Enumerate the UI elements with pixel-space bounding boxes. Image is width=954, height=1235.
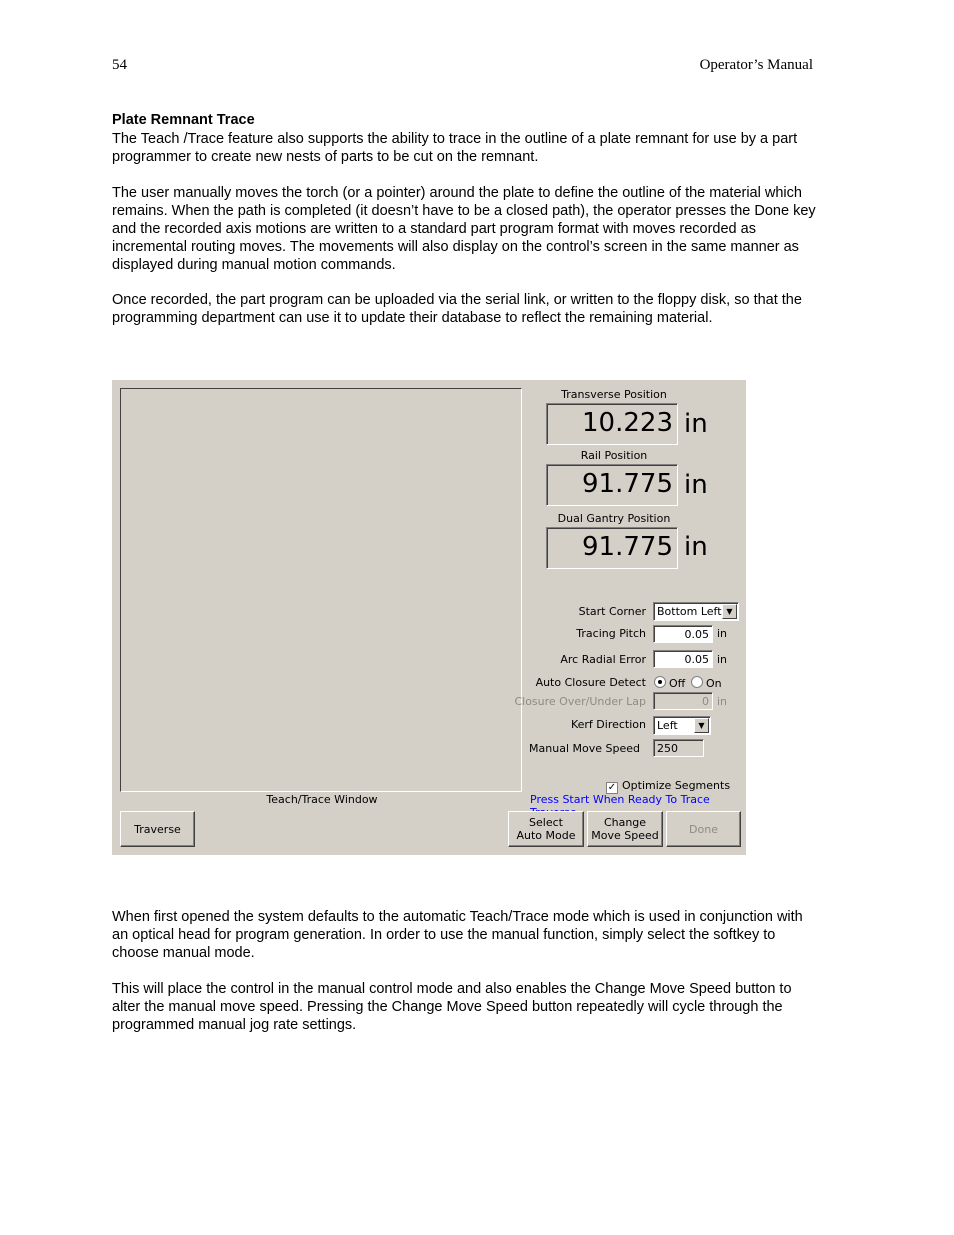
rail-position-display <box>546 464 678 506</box>
change-move-speed-label-line1: Change <box>603 816 647 829</box>
checkmark-icon: ✓ <box>607 782 617 793</box>
kerf-direction-select[interactable] <box>653 716 711 735</box>
select-auto-mode-label-line2: Auto Mode <box>516 829 576 842</box>
optimize-segments-label: Optimize Segments <box>622 779 731 792</box>
rail-position-unit: in <box>684 470 708 500</box>
auto-closure-off-label: Off <box>669 677 686 690</box>
transverse-position-unit: in <box>684 409 708 439</box>
change-move-speed-button[interactable] <box>587 811 663 847</box>
dual-gantry-position-display <box>546 527 678 569</box>
closure-lap-unit: in <box>717 695 728 708</box>
transverse-position-label: Transverse Position <box>561 388 667 401</box>
intro-paragraph-2: The user manually moves the torch (or a pointer) around the plate to define the outline of the material which remains. When the path is completed (it doesn’t have to be a closed path), the operator presses the Done key and the recorded axis motions are written to a standard part program format with moves recorded as incremental routing moves. The movements will also display on the control’s screen in the same manner as displayed during manual motion commands. <box>112 185 816 273</box>
transverse-position-display <box>546 403 678 445</box>
arc-radial-error-label: Arc Radial Error <box>560 653 646 666</box>
auto-closure-off-radio[interactable] <box>654 676 685 690</box>
traverse-button[interactable] <box>120 811 195 847</box>
outro-paragraph-1: When first opened the system defaults to the automatic Teach/Trace mode which is used in conjunction with an optical head for program generation. In order to use the manual function, simply select the softkey to choose manual mode. <box>112 909 803 961</box>
teach-trace-window-label: Teach/Trace Window <box>266 793 378 806</box>
arc-radial-error-unit: in <box>717 653 728 666</box>
done-button-label: Done <box>689 822 718 836</box>
select-auto-mode-label-line1: Select <box>529 816 563 829</box>
traverse-button-label: Traverse <box>134 822 181 836</box>
done-button <box>666 811 741 847</box>
auto-closure-on-radio[interactable] <box>691 676 722 690</box>
dual-gantry-position-value: 91.775 <box>582 532 673 562</box>
radio-selected-icon <box>654 676 666 688</box>
closure-lap-label: Closure Over/Under Lap <box>514 695 646 708</box>
outro-paragraph-2: This will place the control in the manual control mode and also enables the Change Move Speed button to alter the manual move speed. Pressing the Change Move Speed button repeatedly will cycle through the programmed manual jog rate settings. <box>112 981 792 1033</box>
kerf-direction-label: Kerf Direction <box>570 718 646 731</box>
dual-gantry-position-unit: in <box>684 532 708 562</box>
auto-closure-detect-label: Auto Closure Detect <box>535 676 646 689</box>
transverse-position-value: 10.223 <box>582 408 673 438</box>
dual-gantry-position-label: Dual Gantry Position <box>557 512 671 525</box>
kerf-direction-value: Left <box>657 719 678 732</box>
rail-position-label: Rail Position <box>580 449 648 462</box>
tracing-pitch-unit: in <box>717 627 728 640</box>
rail-position-value: 91.775 <box>582 469 673 499</box>
chevron-down-icon[interactable]: ▼ <box>722 604 737 619</box>
closure-lap-input: 0 <box>653 692 713 710</box>
teach-trace-screenshot <box>112 380 746 855</box>
radio-unselected-icon <box>691 676 703 688</box>
start-corner-label: Start Corner <box>578 605 646 618</box>
manual-move-speed-label: Manual Move Speed <box>529 742 640 755</box>
auto-closure-on-label: On <box>706 677 722 690</box>
tracing-pitch-input[interactable]: 0.05 <box>653 625 713 643</box>
teach-trace-window[interactable] <box>120 388 522 792</box>
optimize-segments-checkbox[interactable] <box>606 779 730 794</box>
page-number: 54 <box>112 57 127 73</box>
start-corner-select[interactable] <box>653 602 739 621</box>
status-hint: Press Start When Ready To Trace <box>530 793 710 806</box>
intro-paragraph-1: The Teach /Trace feature also supports the ability to trace in the outline of a plate remnant for use by a part programmer to create new nests of parts to be cut on the remnant. <box>112 131 798 165</box>
intro-paragraph-3: Once recorded, the part program can be uploaded via the serial link, or written to the floppy disk, so that the programming department can use it to update their database to reflect the remaining material. <box>112 292 802 326</box>
start-corner-value: Bottom Left <box>657 605 722 618</box>
chevron-down-icon[interactable]: ▼ <box>694 718 709 733</box>
tracing-pitch-label: Tracing Pitch <box>576 627 646 640</box>
section-title: Plate Remnant Trace <box>112 112 255 128</box>
change-move-speed-label-line2: Move Speed <box>591 829 659 842</box>
manual-move-speed-input: 250 <box>653 739 704 757</box>
arc-radial-error-input[interactable]: 0.05 <box>653 650 713 668</box>
manual-title: Operator’s Manual <box>699 57 813 73</box>
select-auto-mode-button[interactable] <box>508 811 584 847</box>
